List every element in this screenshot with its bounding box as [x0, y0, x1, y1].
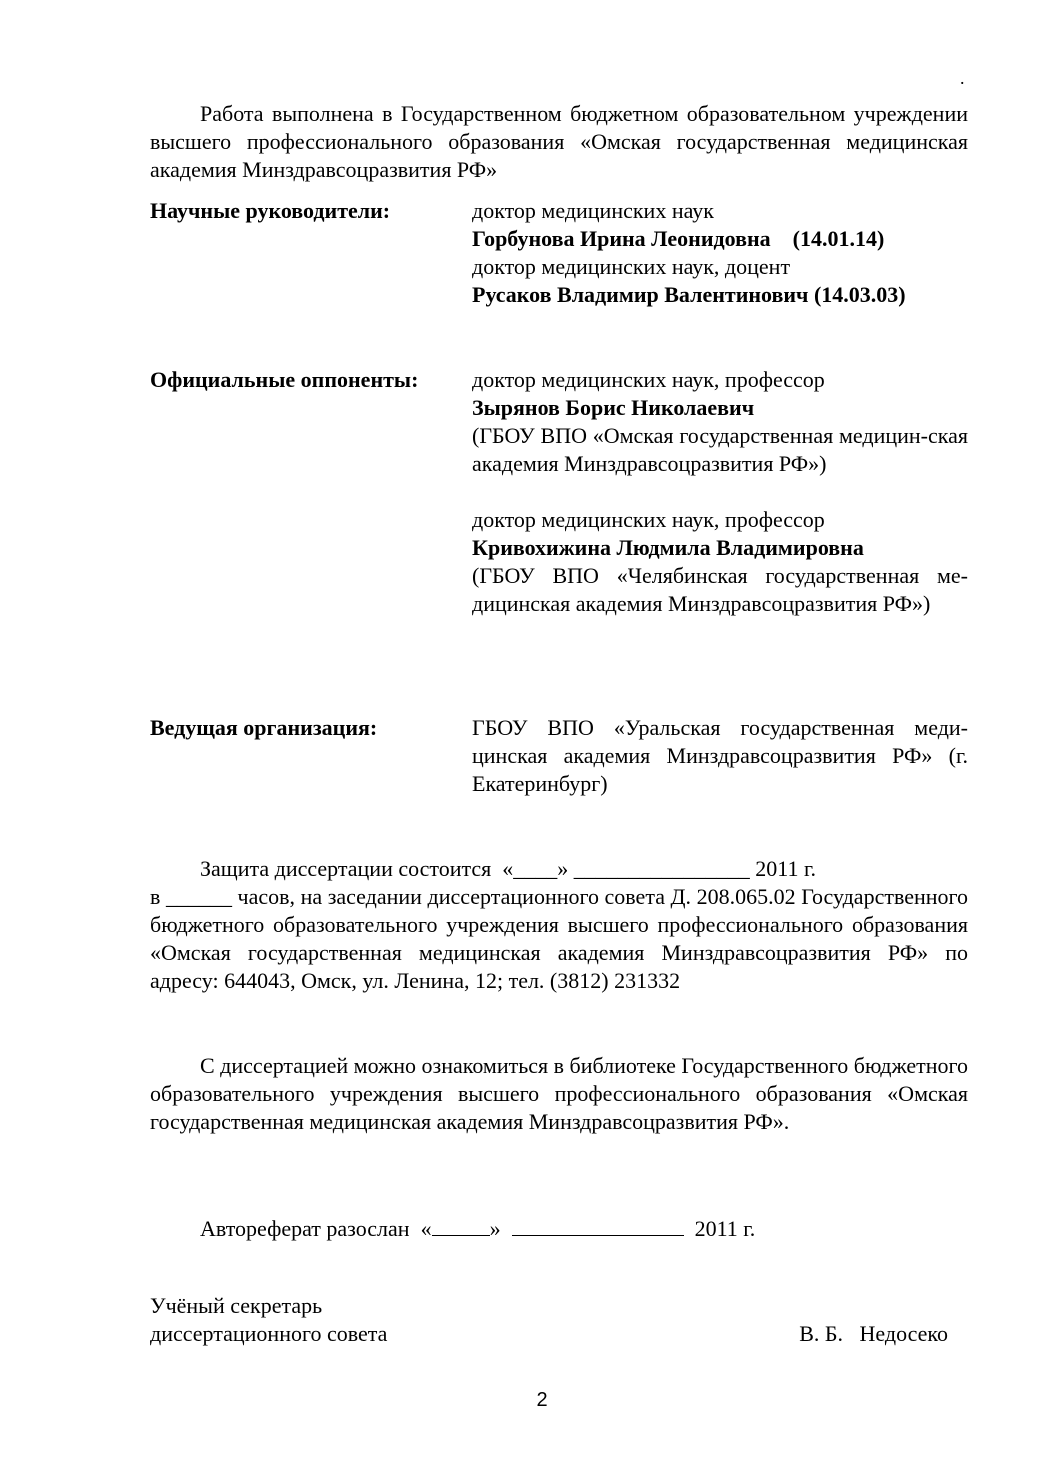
secretary-title: Учёный секретарь: [150, 1293, 323, 1318]
abstract-sent-line: [150, 1213, 968, 1243]
month-blank: [512, 1213, 684, 1236]
opponents-label: Официальные оппоненты:: [150, 367, 419, 392]
day-blank: [432, 1213, 490, 1236]
secretary-block: [150, 1292, 948, 1348]
intro-paragraph: Работа выполнена в Государственном бюджетном образовательном учреждении высшего профессионального образования «Омская государственная медицинская академия Минздравсоцразвития РФ»: [150, 101, 968, 182]
supervisor-2-degree: доктор медицинских наук, доцент: [472, 254, 791, 279]
opponent-1-degree: доктор медицинских наук, профессор: [472, 367, 825, 392]
supervisor-2-name: Русаков Владимир Валентинович (14.03.03): [472, 282, 906, 307]
defense-date-line: Защита диссертации состоится «____» ________________ 2011 г.: [200, 856, 817, 881]
leading-org-text: ГБОУ ВПО «Уральская государственная меди-цинская академия Минздравсоцразвития РФ» (г. Екатеринбург): [472, 715, 968, 796]
leading-org-label: Ведущая организация:: [150, 715, 378, 740]
abstract-sent-prefix: Автореферат разослан «: [200, 1216, 432, 1241]
opponent-2-degree: доктор медицинских наук, профессор: [472, 507, 825, 532]
opponent-1-name: Зырянов Борис Николаевич: [472, 395, 755, 420]
supervisors-block: [472, 197, 968, 309]
abstract-sent-middle: »: [489, 1216, 512, 1241]
library-paragraph: С диссертацией можно ознакомиться в библиотеке Государственного бюджетного образовательного учреждения высшего профессионального образования «Омская государственная медицинская академия Минздравсоцразвития РФ».: [150, 1053, 968, 1134]
abstract-sent-suffix: 2011 г.: [683, 1216, 756, 1241]
opponent-1-org: (ГБОУ ВПО «Омская государственная медицин-ская академия Минздравсоцразвития РФ»): [472, 423, 968, 476]
defense-paragraph: в ______ часов, на заседании диссертационного совета Д. 208.065.02 Государственного бюджетного образовательного учреждения высшего профессионального образования «Омская государственная медицинская академия Минздравсоцразвития РФ» по адресу: 644043, Омск, ул. Ленина, 12; тел. (3812) 231332: [150, 884, 968, 993]
opponent-2-name: Кривохижина Людмила Владимировна: [472, 535, 864, 560]
opponent-2-org: (ГБОУ ВПО «Челябинская государственная ме-дицинская академия Минздравсоцразвития РФ»): [472, 563, 968, 616]
page-number: 2: [536, 1389, 548, 1411]
supervisors-label: Научные руководители:: [150, 198, 391, 223]
opponents-block: [472, 366, 968, 618]
secretary-council: диссертационного совета: [150, 1321, 388, 1346]
supervisor-1-degree: доктор медицинских наук: [472, 198, 714, 223]
page-mark: .: [960, 68, 965, 88]
secretary-name: В. Б. Недосеко: [799, 1321, 948, 1346]
supervisor-1-name: Горбунова Ирина Леонидовна (14.01.14): [472, 226, 885, 251]
